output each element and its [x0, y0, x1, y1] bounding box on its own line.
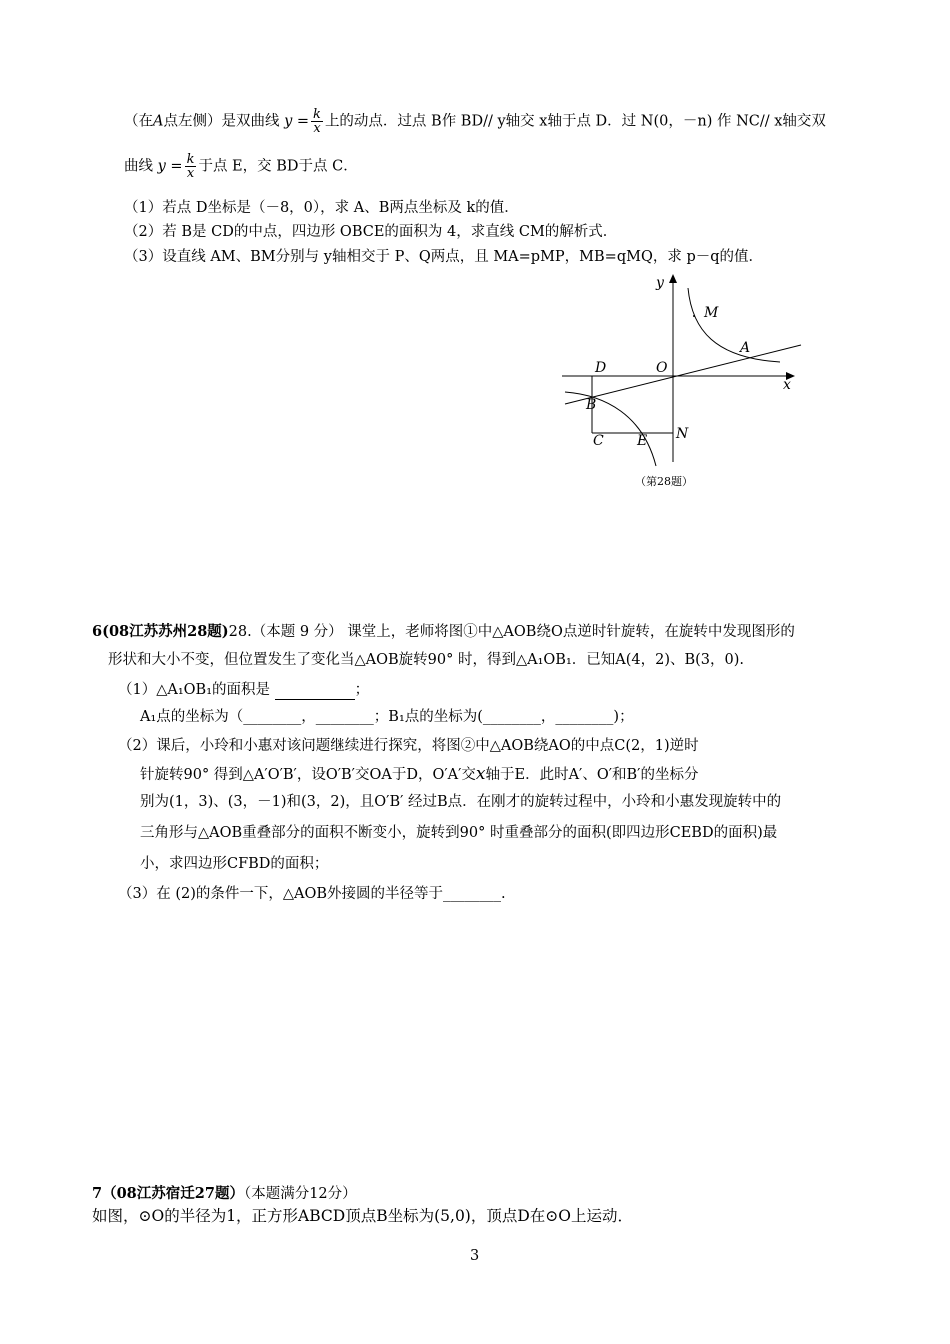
q5-frac-num: k — [313, 107, 321, 122]
q7-heading: 7（08江苏宿迁27题） — [92, 1185, 244, 1202]
q6-p2l2-b: 轴于E．此时A′、O′和B′的坐标分 — [485, 767, 699, 783]
q5-line-1 — [124, 108, 826, 135]
q6-part-2-line-3: 别为(1，3)、(3，－1)和(3，2)，且O′B′ 经过B点．在刚才的旋转过程中，小玲和小惠发现旋转中的 — [140, 794, 782, 810]
q6-l1-text: 28.（本题 9 分） 课堂上，老师将图①中△AOB绕O点逆时针旋转，在旋转中发现图形的 — [228, 624, 795, 640]
label-E: E — [637, 433, 648, 449]
q6-p1a-blank — [275, 682, 355, 700]
q5-frac-den-2: x — [186, 166, 195, 181]
q5-l2-post: 于点 E，交 BD于点 C． — [198, 158, 358, 175]
q6-part-2-line-1: （2）课后，小玲和小惠对该问题继续进行探究，将图②中△AOB绕AO的中点C(2，1)逆时 — [118, 738, 699, 754]
label-y: y — [656, 275, 664, 291]
label-C: C — [593, 433, 604, 449]
page-number: 3 — [470, 1248, 480, 1264]
figure-caption: （第28题） — [635, 475, 693, 488]
label-N: N — [676, 426, 689, 442]
q6-line-2: 形状和大小不变，但位置发生了变化当△AOB旋转90° 时，得到△A₁OB₁．已知A(4，2)、B(3，0). — [108, 652, 745, 668]
q6-part-3: （3）在 (2)的条件一下，△AOB外接圆的半径等于________. — [118, 886, 506, 902]
q5-item-3: （3）设直线 AM、BM分别与 y轴相交于 P、Q两点，且 MA=pMP，MB=qMQ，求 p－q的值． — [124, 249, 764, 265]
q5-frac-den: x — [313, 121, 321, 136]
q5-y-eq: y = — [284, 113, 310, 130]
label-D: D — [595, 360, 607, 376]
q5-l1-post: 上的动点．过点 B作 BD// y轴交 x轴于点 D．过 N(0，－n) 作 NC// x轴交双 — [324, 113, 826, 130]
label-B: B — [586, 397, 597, 413]
q6-part-2-line-2 — [140, 764, 698, 784]
hyperbola-branch-first-quadrant — [688, 288, 780, 362]
q5-y-eq-2: y = — [157, 158, 183, 175]
q6-p2l2-a: 针旋转90° 得到△A′O′B′，设O′B′交OA于D，O′A′交 — [140, 767, 476, 783]
q28-figure — [555, 270, 815, 495]
q6-part-1a — [118, 682, 369, 700]
q6-part-2-line-4: 三角形与△AOB重叠部分的面积不断变小，旋转到90° 时重叠部分的面积(即四边形CEBD的面积)最 — [140, 825, 778, 841]
label-x: x — [783, 377, 791, 393]
point-M — [693, 315, 695, 317]
hyperbola-branch-third-quadrant — [565, 392, 656, 466]
q7-line-1: 如图，⊙O的半径为1，正方形ABCD顶点B坐标为(5,0)，顶点D在⊙O上运动． — [92, 1207, 633, 1225]
q5-l1-pre: （在 — [124, 113, 153, 130]
q5-item-2: （2）若 B是 CD的中点，四边形 OBCE的面积为 4，求直线 CM的解析式． — [124, 224, 618, 240]
label-M: M — [704, 305, 719, 321]
q6-p1a-end: ； — [354, 682, 370, 698]
q5-frac-num-2: k — [186, 152, 195, 167]
y-axis-arrow — [669, 274, 677, 283]
q6-part-2-line-5: 小，求四边形CFBD的面积； — [140, 856, 329, 872]
q5-line-2 — [124, 153, 358, 180]
q7-heading-line — [92, 1185, 357, 1203]
q6-p1a-text: （1）△A₁OB₁的面积是 — [118, 682, 271, 698]
q6-heading: 6(08江苏苏州28题) — [92, 623, 229, 640]
q5-l2-pre: 曲线 — [124, 158, 153, 175]
q5-fraction-k-over-x — [311, 108, 323, 135]
q6-part-1b: A₁点的坐标为（________，________；B₁点的坐标为(________，________)； — [140, 709, 634, 725]
q5-fraction-k-over-x-2 — [185, 153, 197, 180]
q6-line-1 — [92, 623, 795, 641]
label-O: O — [656, 360, 668, 376]
q5-item-1: （1）若点 D坐标是（－8，0），求 A、B两点坐标及 k的值． — [124, 200, 519, 216]
q7-heading-post: （本题满分12分） — [243, 1186, 357, 1202]
label-A: A — [740, 340, 751, 356]
q5-l1-A: A — [153, 113, 164, 130]
q6-p2l2-x: x — [475, 764, 486, 784]
q5-l1-mid: 点左侧）是双曲线 — [163, 113, 280, 130]
